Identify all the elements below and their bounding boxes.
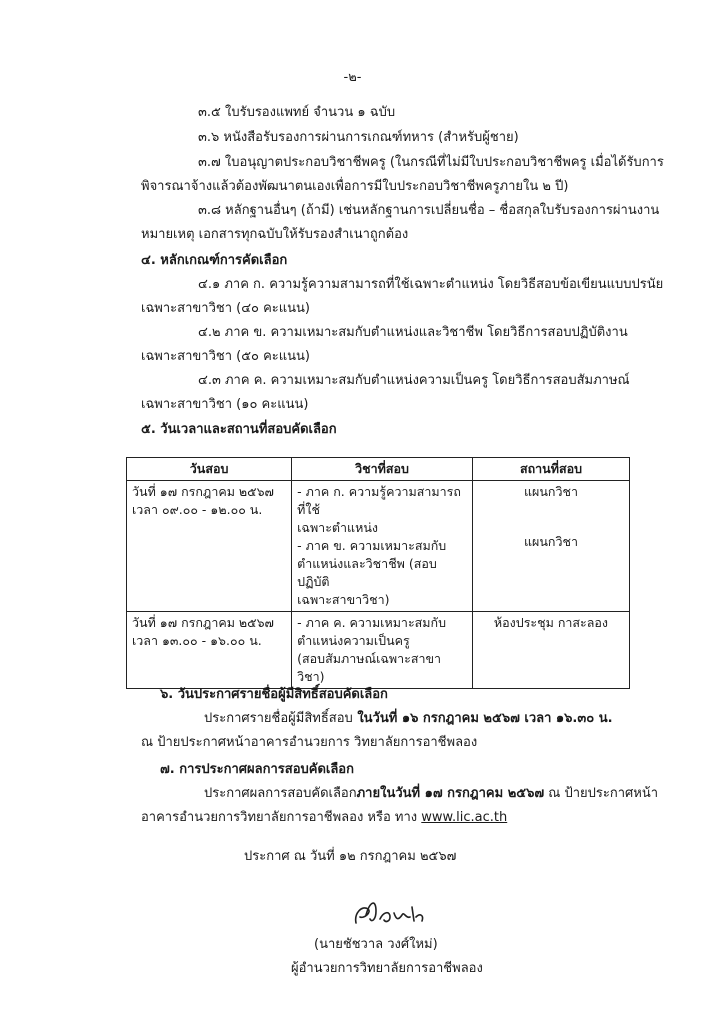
row2-time: เวลา ๑๓.๐๐ - ๑๖.๐๐ น.	[132, 633, 262, 648]
item-4-1-line1: ๔.๑ ภาค ก. ความรู้ความสามารถที่ใช้เฉพาะตำแหน่ง โดยวิธีสอบข้อเขียนแบบปรนัย	[198, 277, 664, 292]
item-4-3-line1: ๔.๓ ภาค ค. ความเหมาะสมกับตำแหน่งความเป็นครู โดยวิธีการสอบสัมภาษณ์	[198, 373, 630, 388]
row1-place-spacer	[478, 501, 624, 517]
row1-subject2-line3: เฉพาะสาขาวิชา)	[297, 592, 390, 607]
section-7-line2-text: อาคารอำนวยการวิทยาลัยการอาชีพลอง หรือ ทาง	[141, 810, 422, 825]
table-row	[127, 612, 630, 689]
row1-subject2-line1: - ภาค ข. ความเหมาะสมกับ	[297, 538, 447, 553]
row1-place-cell	[472, 481, 629, 612]
row2-subject-line1: - ภาค ค. ความเหมาะสมกับ	[297, 615, 447, 630]
section-7-line2	[141, 809, 507, 827]
section-6-line1	[204, 710, 613, 728]
page-number: -๒-	[343, 70, 362, 85]
row1-subject1-line1: - ภาค ก. ความรู้ความสามารถที่ใช้	[297, 484, 461, 517]
section-6-line1-date: ในวันที่ ๑๖ กรกฎาคม ๒๕๖๗ เวลา ๑๖.๓๐ น.	[352, 711, 613, 726]
section-7-heading: ๗. การประกาศผลการสอบคัดเลือก	[160, 762, 354, 777]
section-7-line1-date: ภายในวันที่ ๑๗ กรกฎาคม ๒๕๖๗	[356, 786, 545, 801]
row2-place: ห้องประชุม กาสะลอง	[493, 615, 609, 630]
row1-date: วันที่ ๑๗ กรกฎาคม ๒๕๖๗	[132, 484, 274, 499]
table-header-row	[127, 458, 630, 481]
row2-date: วันที่ ๑๗ กรกฎาคม ๒๕๖๗	[132, 615, 274, 630]
table-row	[127, 481, 630, 612]
announcement-date: ประกาศ ณ วันที่ ๑๒ กรกฎาคม ๒๕๖๗	[244, 849, 457, 864]
section-7-line1-post: ณ ป้ายประกาศหน้า	[544, 786, 659, 801]
section-6-line2: ณ ป้ายประกาศหน้าอาคารอำนวยการ วิทยาลัยการอาชีพลอง	[141, 735, 478, 750]
signer-title: ผู้อำนวยการวิทยาลัยการอาชีพลอง	[291, 961, 483, 976]
section-5-heading: ๕. วันเวลาและสถานที่สอบคัดเลือก	[141, 422, 337, 437]
section-4-heading: ๔. หลักเกณฑ์การคัดเลือก	[141, 253, 288, 268]
row2-place-cell	[472, 612, 629, 689]
row1-place-spacer2	[478, 517, 624, 533]
signature-image	[350, 893, 430, 933]
item-3-8-line1: ๓.๘ หลักฐานอื่นๆ (ถ้ามี) เช่นหลักฐานการเปลี่ยนชื่อ – ชื่อสกุลใบรับรองการผ่านงาน	[198, 203, 660, 218]
item-3-6: ๓.๖ หนังสือรับรองการผ่านการเกณฑ์ทหาร (สำหรับผู้ชาย)	[198, 130, 519, 145]
item-3-8-line2: หมายเหตุ เอกสารทุกฉบับให้รับรองสำเนาถูกต้อง	[141, 227, 409, 242]
item-3-7-line2: พิจารณาจ้างแล้วต้องพัฒนาตนเองเพื่อการมีใบประกอบวิชาชีพครูภายใน ๒ ปี)	[141, 179, 569, 194]
row1-subject1-line2: เฉพาะตำแหน่ง	[297, 520, 378, 535]
header-place: สถานที่สอบ	[472, 458, 629, 481]
header-date: วันสอบ	[127, 458, 292, 481]
item-3-5: ๓.๕ ใบรับรองแพทย์ จำนวน ๑ ฉบับ	[198, 105, 396, 120]
row1-place1: แผนกวิชา	[523, 484, 578, 499]
row1-subject2-line2: ตำแหน่งและวิชาชีพ (สอบปฏิบัติ	[297, 556, 437, 589]
item-4-2-line1: ๔.๒ ภาค ข. ความเหมาะสมกับตำแหน่งและวิชาชีพ โดยวิธีการสอบปฏิบัติงาน	[198, 325, 628, 340]
exam-schedule-table	[126, 457, 630, 689]
row2-subject-cell	[292, 612, 473, 689]
signer-name: (นายชัชวาล วงศ์ใหม่)	[314, 937, 438, 952]
item-4-2-line2: เฉพาะสาขาวิชา (๕๐ คะแนน)	[141, 349, 311, 364]
row2-date-cell	[127, 612, 292, 689]
row1-place2: แผนกวิชา	[523, 534, 578, 549]
section-7-line1	[204, 785, 658, 803]
section-6-line1-text: ประกาศรายชื่อผู้มีสิทธิ์สอบ	[204, 711, 353, 726]
item-4-3-line2: เฉพาะสาขาวิชา (๑๐ คะแนน)	[141, 397, 309, 412]
section-6-heading: ๖. วันประกาศรายชื่อผู้มีสิทธิ์สอบคัดเลือก	[160, 687, 388, 702]
header-subject: วิชาที่สอบ	[292, 458, 473, 481]
row1-time: เวลา ๐๙.๐๐ - ๑๒.๐๐ น.	[132, 502, 263, 517]
row2-subject-line2: ตำแหน่งความเป็นครู	[297, 633, 410, 648]
item-4-1-line2: เฉพาะสาขาวิชา (๔๐ คะแนน)	[141, 301, 311, 316]
row1-subject-cell	[292, 481, 473, 612]
college-website-link[interactable]: www.lic.ac.th	[421, 810, 508, 825]
section-7-line1-text: ประกาศผลการสอบคัดเลือก	[204, 786, 357, 801]
item-3-7-line1: ๓.๗ ใบอนุญาตประกอบวิชาชีพครู (ในกรณีที่ไม่มีใบประกอบวิชาชีพครู เมื่อได้รับการ	[198, 155, 664, 170]
row2-subject-line3: (สอบสัมภาษณ์เฉพาะสาขาวิชา)	[297, 651, 442, 684]
row1-date-cell	[127, 481, 292, 612]
